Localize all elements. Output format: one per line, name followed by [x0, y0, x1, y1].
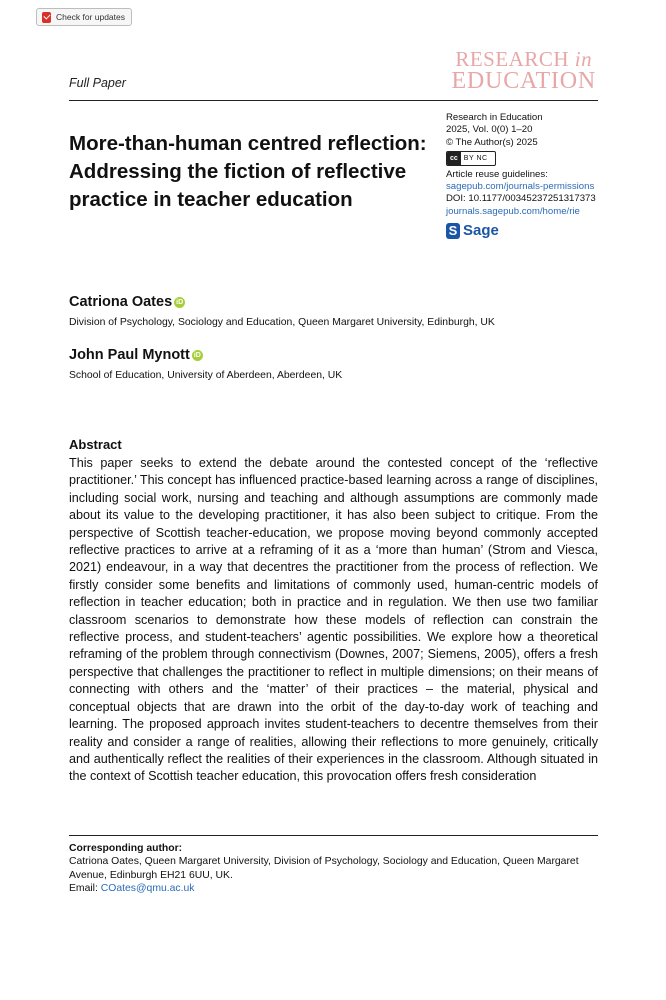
author-name-text: Catriona Oates [69, 294, 173, 310]
author-affiliation: School of Education, University of Aberdeen, Aberdeen, UK [69, 370, 343, 381]
journal-logo [451, 47, 596, 94]
reuse-link[interactable]: sagepub.com/journals-permissions [446, 181, 595, 193]
doi: DOI: 10.1177/00345237251317373 [446, 193, 596, 205]
article-title: More-than-human centred reflection: Addressing the fiction of reflective practice in teacher education [69, 132, 427, 211]
email-label: Email: [69, 882, 98, 894]
author-affiliation: Division of Psychology, Sociology and Education, Queen Margaret University, Edinburgh, UK [69, 317, 495, 328]
reuse-label: Article reuse guidelines: [446, 168, 548, 180]
cc-license-icon[interactable] [446, 151, 496, 166]
orcid-icon[interactable]: iD [193, 352, 201, 359]
check-for-updates-label: Check for updates [56, 12, 125, 22]
author-name-text: John Paul Mynott [69, 347, 190, 363]
sage-logo-icon: S [446, 223, 460, 239]
footnote-divider [69, 835, 598, 836]
journal-name: Research in Education [446, 112, 543, 123]
check-updates-icon [42, 12, 51, 23]
corresponding-address: Catriona Oates, Queen Margaret University, Division of Psychology, Sociology and Education, Queen Margaret Avenue, Edinburgh EH21 6UU, UK. [69, 856, 579, 881]
orcid-icon[interactable]: iD [176, 299, 184, 306]
section-label: Full Paper [69, 76, 126, 90]
header-divider [69, 100, 598, 101]
cc-license-terms: BY NC [463, 154, 488, 162]
article-meta [446, 112, 596, 239]
journal-logo-education: EDUCATION [451, 67, 596, 94]
sage-logo[interactable] [446, 223, 596, 239]
volume-info: 2025, Vol. 0(0) 1–20 [446, 124, 533, 136]
corresponding-heading: Corresponding author: [69, 843, 183, 854]
copyright: © The Author(s) 2025 [446, 136, 538, 148]
corresponding-author [69, 842, 589, 895]
abstract-heading: Abstract [69, 437, 122, 452]
cc-license-cc: cc [447, 152, 461, 165]
author-name [69, 294, 185, 310]
journal-link[interactable]: journals.sagepub.com/home/rie [446, 205, 580, 217]
email-link[interactable]: COates@qmu.ac.uk [100, 882, 195, 894]
publisher-name: Sage [463, 221, 499, 239]
journal-logo-research: RESEARCH [455, 47, 570, 71]
check-for-updates-badge[interactable] [36, 8, 132, 26]
journal-logo-in: in [574, 47, 593, 71]
abstract-text: This paper seeks to extend the debate around the contested concept of the ‘reflective practitioner.’ This concept has influenced practice-based learning across a range of disciplines, including social work, nursing and teaching and although assumptions are commonly made about its value to the developing practitioner, it has also been subject to critique. From the perspective of Scottish teacher-education, we propose moving beyond commonly accepted reflective practices to arrive at a reframing of it as a ‘more than human’ (Strom and Viesca, 2021) endeavour, in a way that decentres the practitioner from the process of reflection. We firstly consider some benefits and limitations of commonly used, human-centric models of reflection in teacher education; both in practice and in regulation. We then use two familiar classroom scenarios to demonstrate how these models of reflection can constrain the reflective process, and student-teachers’ agentic possibilities. We explore how a theoretical reframing of the problem through connectivism (Downes, 2007; Siemens, 2005), offers a fresh perspective that challenges the practitioner to reflect in multiple dimensions; on their means of connecting with others and the ‘matter’ of their practices – the material, physical and conceptual objects that are drawn into the orbit of the day-to-day work of teaching and learning. The proposed approach invites student-teachers to decentre themselves from their reality and consider a range of realities, allowing their reflections to more genuinely, critically and authentically reflect the realities of their experiences in the classroom. Although situated in the context of Scottish teacher education, this provocation offers fresh consideration [69, 456, 598, 784]
author-name [69, 347, 203, 363]
